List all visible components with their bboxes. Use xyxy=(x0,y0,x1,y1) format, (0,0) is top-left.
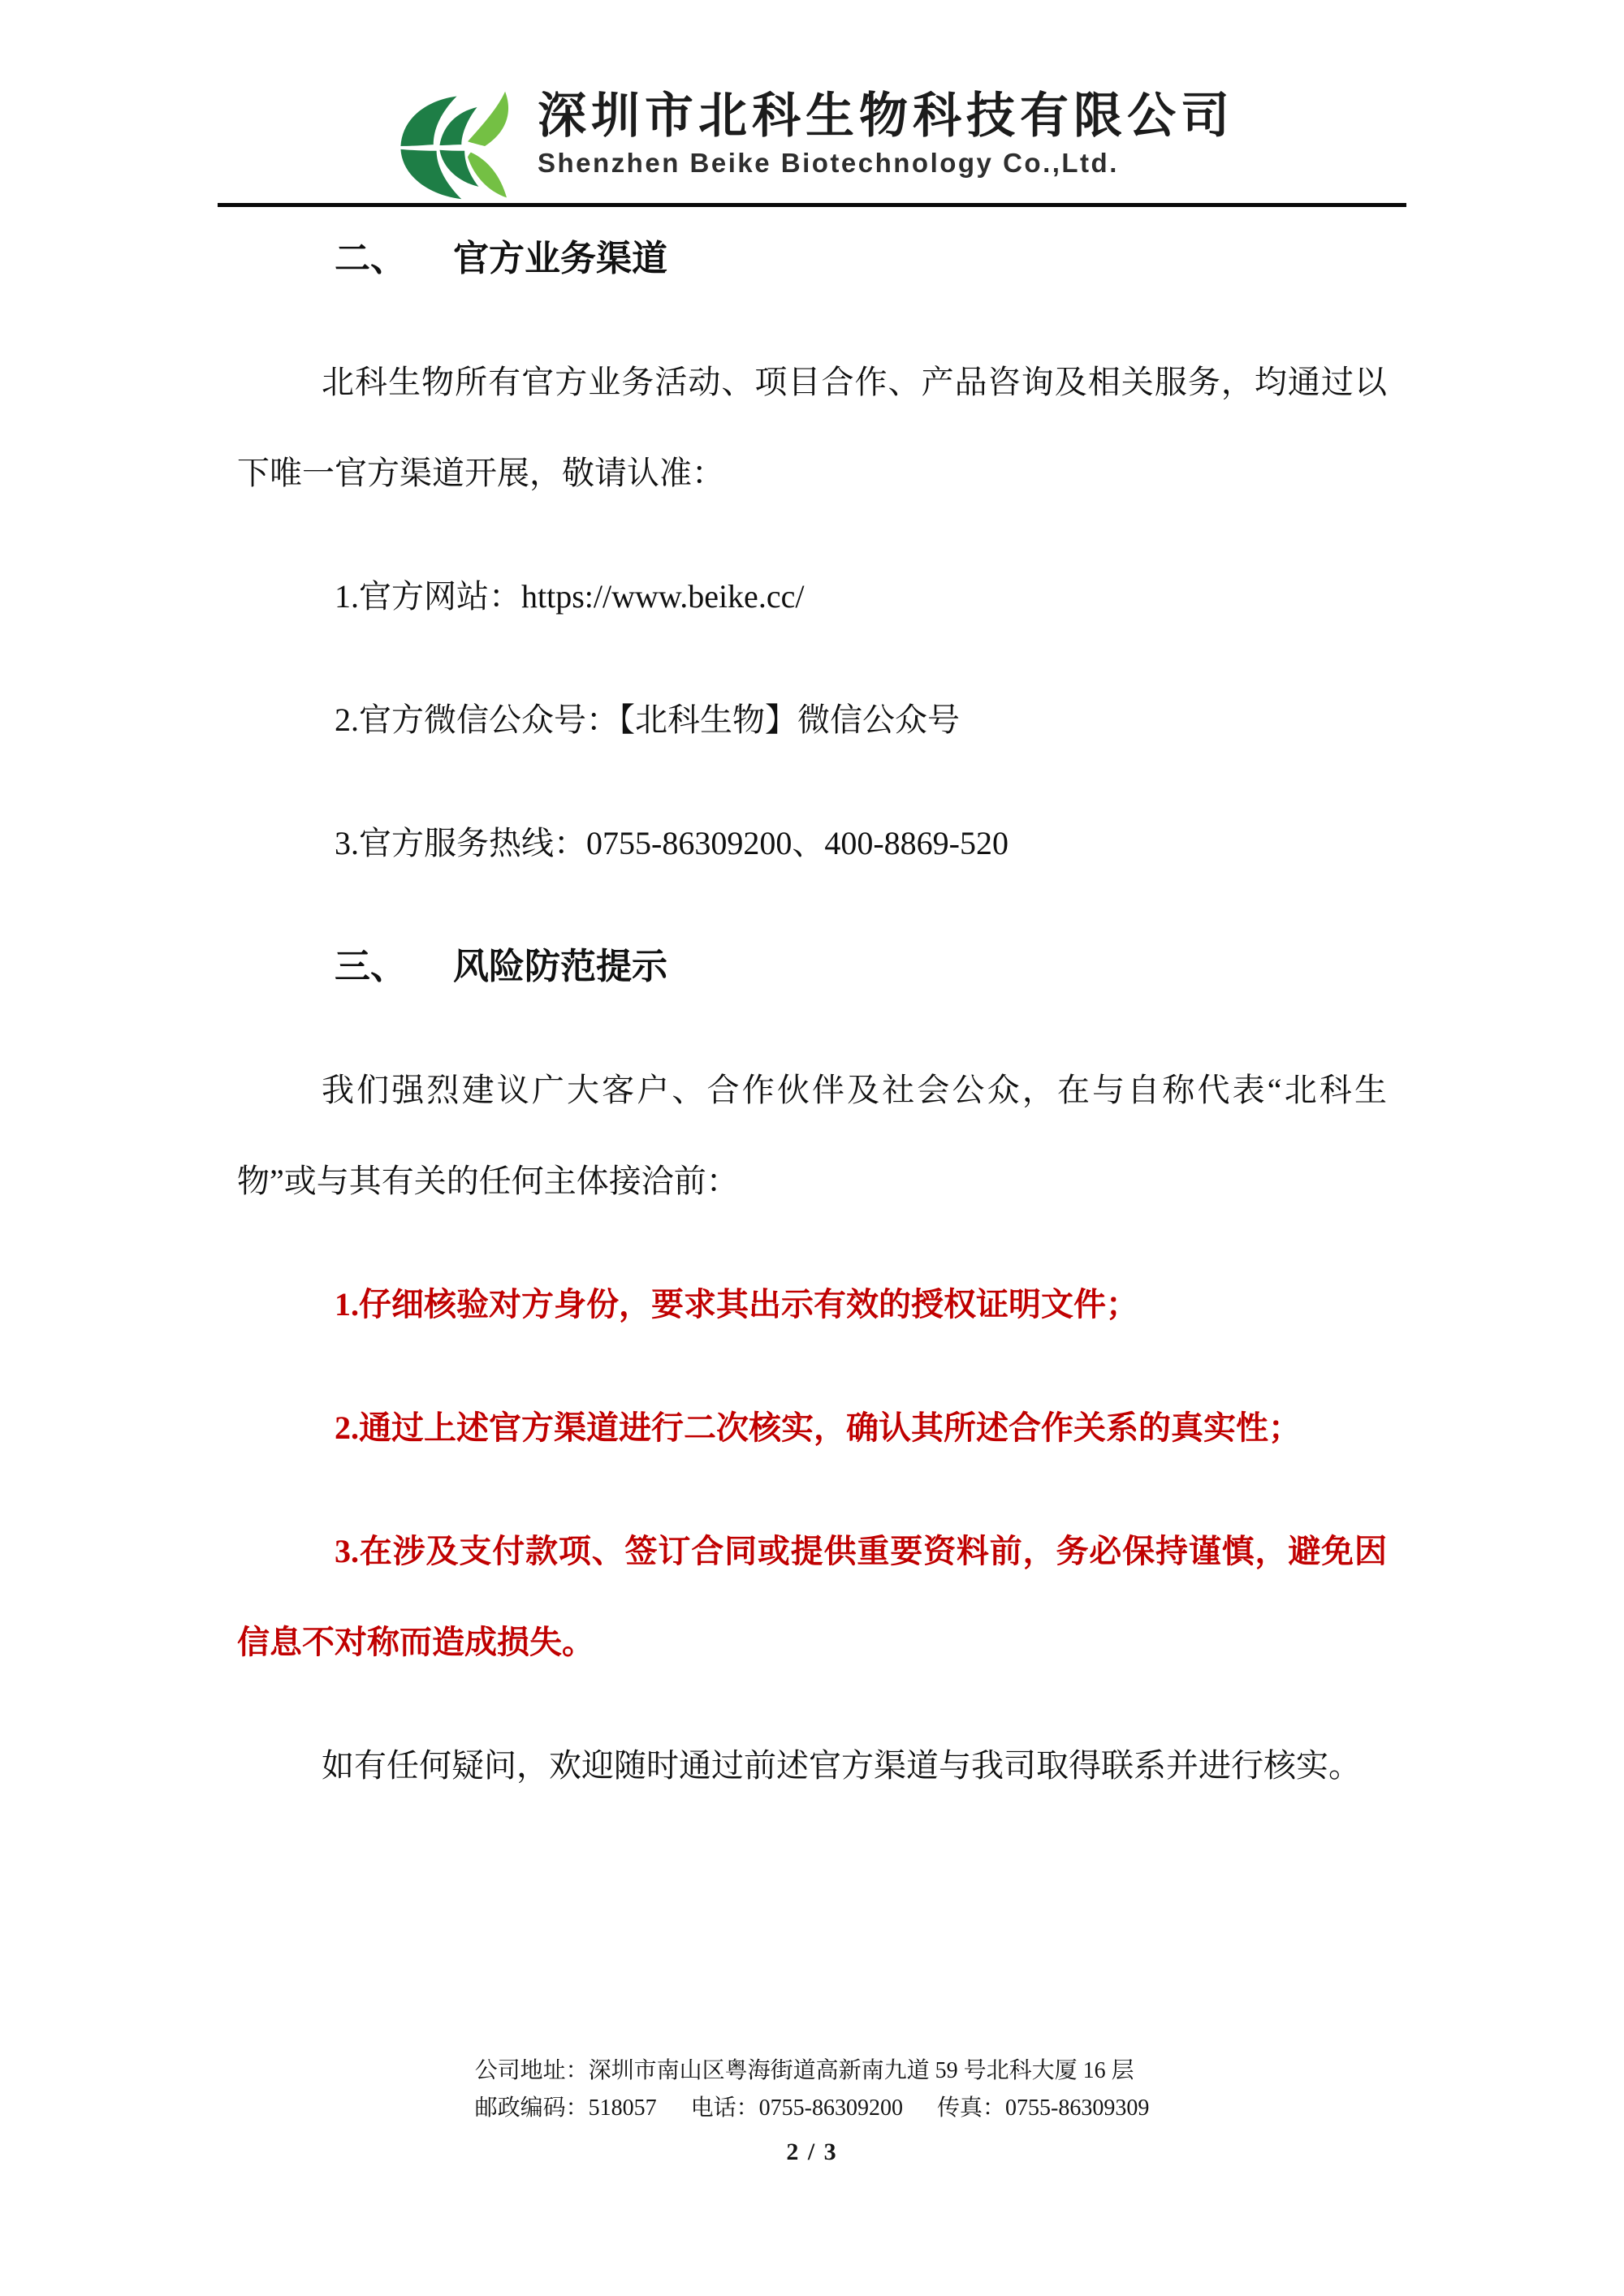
section-3-number: 三、 xyxy=(335,947,406,986)
risk-warning-item-3: 3.在涉及支付款项、签订合同或提供重要资料前，务必保持谨慎，避免因信息不对称而造成损失。 xyxy=(237,1533,1387,1660)
section-2-heading xyxy=(237,214,1387,304)
wechat-account-item: 2.官方微信公众号：【北科生物】微信公众号 xyxy=(335,701,960,738)
official-website-item: 1.官方网站：https://www.beike.cc/ xyxy=(335,578,805,615)
section-2-number: 二、 xyxy=(335,239,406,278)
letterhead-row xyxy=(0,0,1624,203)
company-name-zh: 深圳市北科生物科技有限公司 xyxy=(538,88,1234,143)
page-number: 2 / 3 xyxy=(786,2138,838,2165)
document-body xyxy=(0,207,1624,1811)
service-hotline-item: 3.官方服务热线：0755-86309200、400-8869-520 xyxy=(335,825,1009,861)
footer-info-block xyxy=(475,2052,1150,2127)
fax-text: 传真：0755-86309309 xyxy=(937,2095,1150,2121)
section-2-intro: 北科生物所有官方业务活动、项目合作、产品咨询及相关服务，均通过以下唯一官方渠道开展，敬请认准： xyxy=(237,364,1387,491)
risk-warning-item-1: 1.仔细核验对方身份，要求其出示有效的授权证明文件； xyxy=(335,1286,1138,1323)
company-address-line: 公司地址：深圳市南山区粤海街道高新南九道 59 号北科大厦 16 层 xyxy=(474,2058,1134,2083)
postal-code-text: 邮政编码：518057 xyxy=(474,2095,657,2121)
risk-warning-item-2: 2.通过上述官方渠道进行二次核实，确认其所述合作关系的真实性； xyxy=(335,1409,1301,1446)
section-2-title: 官方业务渠道 xyxy=(453,239,667,278)
footer-contact-line xyxy=(475,2090,1150,2127)
company-name-en: Shenzhen Beike Biotechnology Co.,Ltd. xyxy=(538,148,1119,178)
letterhead-titles xyxy=(538,89,1234,179)
section-3-title: 风险防范提示 xyxy=(453,947,667,986)
section-3-heading xyxy=(237,921,1387,1012)
page-footer xyxy=(0,2052,1624,2171)
beike-logo-icon xyxy=(390,89,526,203)
phone-text: 电话：0755-86309200 xyxy=(690,2095,903,2121)
letterhead xyxy=(0,0,1624,207)
section-3-intro: 我们强烈建议广大客户、合作伙伴及社会公众，在与自称代表“北科生物”或与其有关的任何主体接洽前： xyxy=(237,1072,1387,1199)
closing-paragraph: 如有任何疑问，欢迎随时通过前述官方渠道与我司取得联系并进行核实。 xyxy=(322,1747,1361,1784)
